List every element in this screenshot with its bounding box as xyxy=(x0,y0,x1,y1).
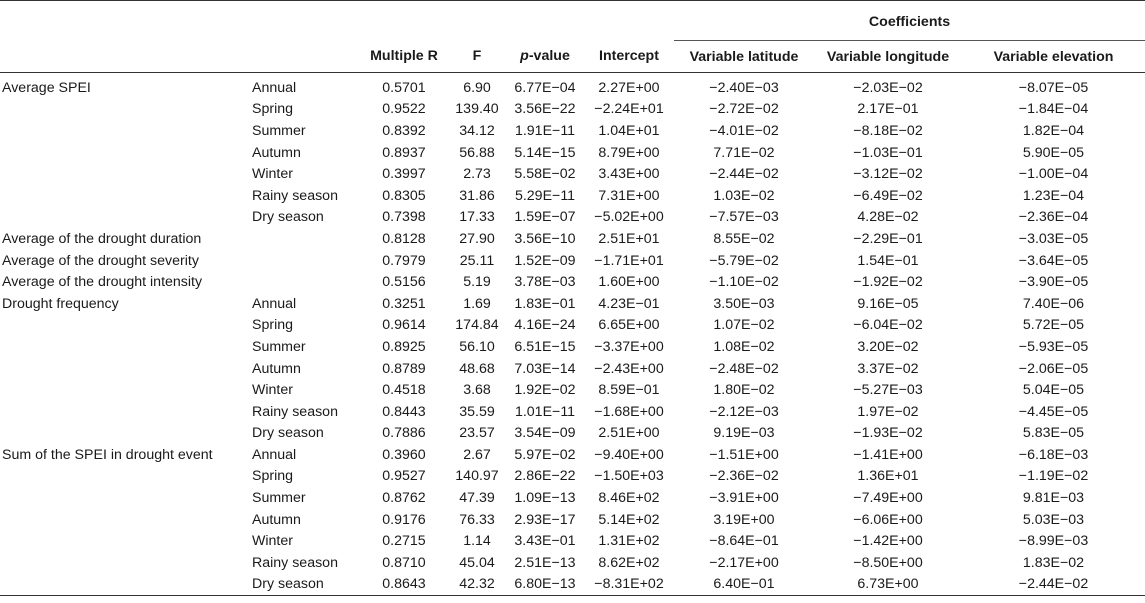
cell-season: Rainy season xyxy=(252,554,338,571)
cell-intercept: 6.65E+00 xyxy=(598,317,660,334)
cell-longitude: −5.27E−03 xyxy=(853,382,923,399)
cell-elevation: −8.99E−03 xyxy=(1018,533,1089,550)
cell-variable xyxy=(0,379,250,401)
cell-elevation: −2.06E−05 xyxy=(1018,360,1089,377)
table-row xyxy=(0,423,1145,445)
cell-variable xyxy=(0,358,250,380)
cell-longitude: 4.28E−02 xyxy=(857,209,919,226)
cell-variable xyxy=(0,315,250,337)
cell-latitude: −3.91E+00 xyxy=(709,490,779,507)
cell-intercept: 2.51E+00 xyxy=(598,425,660,442)
cell-season: Dry season xyxy=(252,209,324,226)
cell-variable: Average of the drought severity xyxy=(2,252,199,269)
cell-season xyxy=(250,271,360,293)
cell-intercept: −9.40E+00 xyxy=(594,446,664,463)
cell-elevation: 5.03E−03 xyxy=(1022,511,1085,528)
cell-elevation: −2.44E−02 xyxy=(962,574,1145,596)
cell-longitude: −1.93E−02 xyxy=(853,425,923,442)
cell-f: 1.14 xyxy=(463,533,491,550)
cell-multiple-r: 0.9522 xyxy=(382,101,426,118)
cell-latitude: −1.10E−02 xyxy=(709,274,779,291)
cell-multiple-r: 0.4518 xyxy=(382,382,426,399)
cell-latitude: −1.51E+00 xyxy=(709,446,779,463)
cell-intercept: 1.60E+00 xyxy=(598,274,660,291)
cell-intercept: −8.31E+02 xyxy=(584,574,674,596)
cell-variable xyxy=(0,552,250,574)
cell-multiple-r: 0.5156 xyxy=(382,274,426,291)
header-intercept: Intercept xyxy=(584,41,674,73)
table-row xyxy=(0,574,1145,596)
cell-multiple-r: 0.3997 xyxy=(382,166,426,183)
cell-f: 6.90 xyxy=(463,79,491,96)
cell-longitude: −3.12E−02 xyxy=(853,166,923,183)
cell-elevation: −8.07E−05 xyxy=(1018,79,1089,96)
cell-longitude: −7.49E+00 xyxy=(853,490,923,507)
cell-season: Spring xyxy=(252,101,294,118)
cell-f: 56.88 xyxy=(459,144,495,161)
cell-season: Autumn xyxy=(252,511,301,528)
cell-p-value: 4.16E−24 xyxy=(514,317,576,334)
cell-multiple-r: 0.8128 xyxy=(382,230,426,247)
cell-p-value: 5.58E−02 xyxy=(514,166,576,183)
table-row xyxy=(0,315,1145,337)
cell-season xyxy=(250,228,360,250)
cell-f: 139.40 xyxy=(455,101,499,118)
cell-elevation: −2.36E−04 xyxy=(1018,209,1089,226)
cell-f: 23.57 xyxy=(459,425,495,442)
cell-longitude: −8.50E+00 xyxy=(853,554,923,571)
cell-intercept: −1.71E+01 xyxy=(594,252,664,269)
cell-f: 27.90 xyxy=(459,230,495,247)
cell-intercept: −1.50E+03 xyxy=(594,468,664,485)
cell-variable xyxy=(0,509,250,531)
cell-latitude: 7.71E−02 xyxy=(713,144,775,161)
cell-intercept: 8.59E−01 xyxy=(598,382,660,399)
cell-variable xyxy=(0,466,250,488)
cell-season: Annual xyxy=(252,295,297,312)
cell-variable xyxy=(0,530,250,552)
cell-intercept: 1.04E+01 xyxy=(598,122,660,139)
cell-variable: Drought frequency xyxy=(2,295,119,312)
cell-multiple-r: 0.8937 xyxy=(382,144,426,161)
cell-longitude: 3.20E−02 xyxy=(857,338,919,355)
table-row xyxy=(0,99,1145,121)
cell-intercept: 2.51E+01 xyxy=(598,230,660,247)
cell-f: 2.67 xyxy=(463,446,491,463)
cell-latitude: 6.40E−01 xyxy=(674,574,814,596)
cell-p-value: 2.93E−17 xyxy=(514,511,576,528)
cell-season: Summer xyxy=(252,338,306,355)
cell-latitude: 1.07E−02 xyxy=(713,317,775,334)
cell-f: 25.11 xyxy=(459,252,495,269)
coefficients-group-header: Coefficients xyxy=(674,1,1145,41)
table-row xyxy=(0,228,1145,250)
cell-elevation: −1.84E−04 xyxy=(1018,101,1089,118)
cell-season: Annual xyxy=(252,446,297,463)
cell-intercept: −3.37E+00 xyxy=(594,338,664,355)
table-row xyxy=(0,466,1145,488)
cell-multiple-r: 0.7979 xyxy=(382,252,426,269)
cell-season: Summer xyxy=(252,122,306,139)
cell-elevation: 5.72E−05 xyxy=(1022,317,1085,334)
cell-p-value: 5.14E−15 xyxy=(514,144,576,161)
cell-season: Winter xyxy=(252,382,293,399)
cell-multiple-r: 0.3251 xyxy=(382,295,426,312)
cell-longitude: −1.42E+00 xyxy=(853,533,923,550)
table-row xyxy=(0,271,1145,293)
cell-p-value: 1.59E−07 xyxy=(514,209,576,226)
cell-latitude: 9.19E−03 xyxy=(713,425,775,442)
cell-intercept: 1.31E+02 xyxy=(598,533,660,550)
cell-p-value: 1.83E−01 xyxy=(514,295,576,312)
cell-latitude: −7.57E−03 xyxy=(709,209,779,226)
cell-f: 56.10 xyxy=(459,338,495,355)
cell-longitude: 2.17E−01 xyxy=(857,101,919,118)
cell-f: 1.69 xyxy=(463,295,491,312)
cell-elevation: −3.64E−05 xyxy=(1018,252,1089,269)
table-row xyxy=(0,552,1145,574)
cell-p-value: 6.51E−15 xyxy=(514,338,576,355)
cell-multiple-r: 0.7398 xyxy=(382,209,426,226)
table-row xyxy=(0,250,1145,272)
cell-latitude: −8.64E−01 xyxy=(709,533,779,550)
cell-multiple-r: 0.7886 xyxy=(382,425,426,442)
cell-longitude: 1.54E−01 xyxy=(857,252,919,269)
cell-latitude: −2.40E−03 xyxy=(709,79,779,96)
cell-p-value: 1.52E−09 xyxy=(514,252,576,269)
cell-multiple-r: 0.8305 xyxy=(382,187,426,204)
header-variable-longitude: Variable longitude xyxy=(814,41,962,73)
header-p-value-italic: p xyxy=(520,48,529,65)
cell-multiple-r: 0.8643 xyxy=(360,574,448,596)
cell-season: Autumn xyxy=(252,360,301,377)
cell-elevation: 5.83E−05 xyxy=(1022,425,1085,442)
cell-f: 47.39 xyxy=(459,490,495,507)
cell-p-value: 1.09E−13 xyxy=(514,490,576,507)
cell-season: Annual xyxy=(252,79,297,96)
cell-latitude: −2.17E+00 xyxy=(709,554,779,571)
header-p-value xyxy=(506,41,584,73)
cell-elevation: −1.00E−04 xyxy=(1018,166,1089,183)
cell-intercept: −2.43E+00 xyxy=(594,360,664,377)
cell-variable xyxy=(0,142,250,164)
cell-longitude: 1.97E−02 xyxy=(857,403,919,420)
cell-p-value: 2.86E−22 xyxy=(514,468,576,485)
cell-season xyxy=(250,250,360,272)
cell-elevation: −3.90E−05 xyxy=(1018,274,1089,291)
cell-latitude: 8.55E−02 xyxy=(713,230,775,247)
cell-elevation: −6.18E−03 xyxy=(1018,446,1089,463)
cell-intercept: −1.68E+00 xyxy=(594,403,664,420)
header-f: F xyxy=(448,41,506,73)
table-row xyxy=(0,509,1145,531)
cell-elevation: 1.82E−04 xyxy=(1022,122,1085,139)
cell-season: Winter xyxy=(252,166,293,183)
cell-latitude: −2.72E−02 xyxy=(709,101,779,118)
cell-elevation: 9.81E−03 xyxy=(1022,490,1085,507)
table-body xyxy=(0,73,1145,596)
header-variable xyxy=(0,41,250,73)
cell-elevation: −3.03E−05 xyxy=(1018,230,1089,247)
cell-p-value: 3.56E−22 xyxy=(514,101,576,118)
cell-f: 42.32 xyxy=(448,574,506,596)
cell-latitude: 1.08E−02 xyxy=(713,338,775,355)
cell-elevation: −4.45E−05 xyxy=(1018,403,1089,420)
cell-longitude: −6.04E−02 xyxy=(853,317,923,334)
cell-p-value: 3.43E−01 xyxy=(514,533,576,550)
cell-season: Rainy season xyxy=(252,403,338,420)
cell-longitude: 9.16E−05 xyxy=(857,295,919,312)
table-row xyxy=(0,487,1145,509)
cell-variable: Sum of the SPEI in drought event xyxy=(2,446,213,463)
cell-latitude: 1.80E−02 xyxy=(713,382,775,399)
cell-variable xyxy=(0,185,250,207)
cell-p-value: 5.97E−02 xyxy=(514,446,576,463)
header-variable-latitude: Variable latitude xyxy=(674,41,814,73)
cell-season: Dry season xyxy=(252,425,324,442)
cell-f: 174.84 xyxy=(455,317,499,334)
cell-longitude: −1.92E−02 xyxy=(853,274,923,291)
table-row xyxy=(0,142,1145,164)
cell-longitude: −6.06E+00 xyxy=(853,511,923,528)
cell-elevation: 7.40E−06 xyxy=(1022,295,1085,312)
cell-multiple-r: 0.8392 xyxy=(382,122,426,139)
cell-f: 17.33 xyxy=(459,209,495,226)
cell-f: 2.73 xyxy=(463,166,491,183)
cell-season: Winter xyxy=(252,533,293,550)
cell-latitude: 3.19E+00 xyxy=(713,511,775,528)
cell-multiple-r: 0.8443 xyxy=(382,403,426,420)
cell-elevation: 5.04E−05 xyxy=(1022,382,1085,399)
cell-variable xyxy=(0,99,250,121)
cell-intercept: 2.27E+00 xyxy=(598,79,660,96)
cell-longitude: −1.41E+00 xyxy=(853,446,923,463)
cell-f: 45.04 xyxy=(459,554,495,571)
cell-season: Spring xyxy=(252,468,294,485)
cell-latitude: 3.50E−03 xyxy=(713,295,775,312)
cell-elevation: 1.23E−04 xyxy=(1022,187,1085,204)
cell-variable xyxy=(0,423,250,445)
cell-variable xyxy=(0,120,250,142)
cell-variable xyxy=(0,487,250,509)
table-row xyxy=(0,293,1145,315)
cell-variable xyxy=(0,574,250,596)
cell-variable xyxy=(0,207,250,229)
header-season xyxy=(250,41,360,73)
cell-p-value: 5.29E−11 xyxy=(514,187,576,204)
cell-season: Summer xyxy=(252,490,306,507)
cell-multiple-r: 0.9176 xyxy=(382,511,426,528)
cell-intercept: 7.31E+00 xyxy=(598,187,660,204)
cell-latitude: 1.03E−02 xyxy=(713,187,775,204)
cell-multiple-r: 0.3960 xyxy=(382,446,426,463)
cell-f: 48.68 xyxy=(459,360,495,377)
table-row xyxy=(0,336,1145,358)
cell-variable: Average of the drought duration xyxy=(2,230,202,247)
table-row xyxy=(0,379,1145,401)
cell-f: 34.12 xyxy=(459,122,495,139)
cell-intercept: 8.62E+02 xyxy=(598,554,660,571)
cell-elevation: 5.90E−05 xyxy=(1022,144,1085,161)
cell-season: Autumn xyxy=(252,144,301,161)
cell-latitude: −2.36E−02 xyxy=(709,468,779,485)
cell-variable: Average SPEI xyxy=(2,79,91,96)
table-row xyxy=(0,530,1145,552)
cell-latitude: −5.79E−02 xyxy=(709,252,779,269)
cell-longitude: −1.03E−01 xyxy=(853,144,923,161)
cell-elevation: −1.19E−02 xyxy=(1018,468,1089,485)
cell-multiple-r: 0.8762 xyxy=(382,490,426,507)
table-row xyxy=(0,444,1145,466)
table-row xyxy=(0,207,1145,229)
cell-variable xyxy=(0,163,250,185)
cell-f: 5.19 xyxy=(463,274,491,291)
cell-intercept: 3.43E+00 xyxy=(598,166,660,183)
cell-latitude: −2.48E−02 xyxy=(709,360,779,377)
table-header xyxy=(0,1,1145,73)
cell-longitude: −8.18E−02 xyxy=(853,122,923,139)
cell-longitude: 6.73E+00 xyxy=(814,574,962,596)
header-p-value-rest: -value xyxy=(528,48,570,65)
cell-season: Rainy season xyxy=(252,187,338,204)
cell-intercept: 4.23E−01 xyxy=(598,295,660,312)
cell-longitude: −6.49E−02 xyxy=(853,187,923,204)
cell-longitude: −2.03E−02 xyxy=(853,79,923,96)
cell-f: 3.68 xyxy=(463,382,491,399)
table-row xyxy=(0,120,1145,142)
table-row xyxy=(0,185,1145,207)
table-row xyxy=(0,73,1145,99)
table-row xyxy=(0,401,1145,423)
cell-season: Spring xyxy=(252,317,294,334)
cell-longitude: −2.29E−01 xyxy=(853,230,923,247)
cell-p-value: 1.01E−11 xyxy=(514,403,576,420)
cell-multiple-r: 0.9527 xyxy=(382,468,426,485)
cell-multiple-r: 0.8789 xyxy=(382,360,426,377)
cell-multiple-r: 0.2715 xyxy=(382,533,426,550)
cell-p-value: 2.51E−13 xyxy=(514,554,576,571)
cell-latitude: −4.01E−02 xyxy=(709,122,779,139)
cell-p-value: 1.92E−02 xyxy=(514,382,576,399)
cell-p-value: 3.78E−03 xyxy=(514,274,576,291)
cell-multiple-r: 0.8710 xyxy=(382,554,426,571)
cell-multiple-r: 0.5701 xyxy=(382,79,426,96)
header-variable-elevation: Variable elevation xyxy=(962,41,1145,73)
cell-f: 76.33 xyxy=(459,511,495,528)
cell-p-value: 7.03E−14 xyxy=(514,360,576,377)
cell-intercept: −2.24E+01 xyxy=(594,101,664,118)
cell-elevation: −5.93E−05 xyxy=(1018,338,1089,355)
cell-latitude: −2.44E−02 xyxy=(709,166,779,183)
cell-p-value: 1.91E−11 xyxy=(514,122,576,139)
cell-multiple-r: 0.9614 xyxy=(382,317,426,334)
cell-intercept: −5.02E+00 xyxy=(594,209,664,226)
table-row xyxy=(0,358,1145,380)
cell-intercept: 8.46E+02 xyxy=(598,490,660,507)
cell-intercept: 5.14E+02 xyxy=(598,511,660,528)
table-row xyxy=(0,163,1145,185)
cell-variable xyxy=(0,336,250,358)
cell-p-value: 3.54E−09 xyxy=(514,425,576,442)
cell-p-value: 3.56E−10 xyxy=(514,230,576,247)
cell-p-value: 6.77E−04 xyxy=(514,79,576,96)
cell-f: 35.59 xyxy=(459,403,495,420)
header-group-row xyxy=(0,1,1145,41)
cell-p-value: 6.80E−13 xyxy=(506,574,584,596)
cell-longitude: 1.36E+01 xyxy=(857,468,919,485)
header-multiple-r: Multiple R xyxy=(360,41,448,73)
header-column-row xyxy=(0,41,1145,73)
cell-variable xyxy=(0,401,250,423)
cell-multiple-r: 0.8925 xyxy=(382,338,426,355)
cell-f: 31.86 xyxy=(459,187,495,204)
cell-longitude: 3.37E−02 xyxy=(857,360,919,377)
cell-intercept: 8.79E+00 xyxy=(598,144,660,161)
cell-latitude: −2.12E−03 xyxy=(709,403,779,420)
cell-season: Dry season xyxy=(250,574,360,596)
cell-elevation: 1.83E−02 xyxy=(1022,554,1085,571)
cell-variable: Average of the drought intensity xyxy=(2,274,203,291)
cell-f: 140.97 xyxy=(455,468,499,485)
